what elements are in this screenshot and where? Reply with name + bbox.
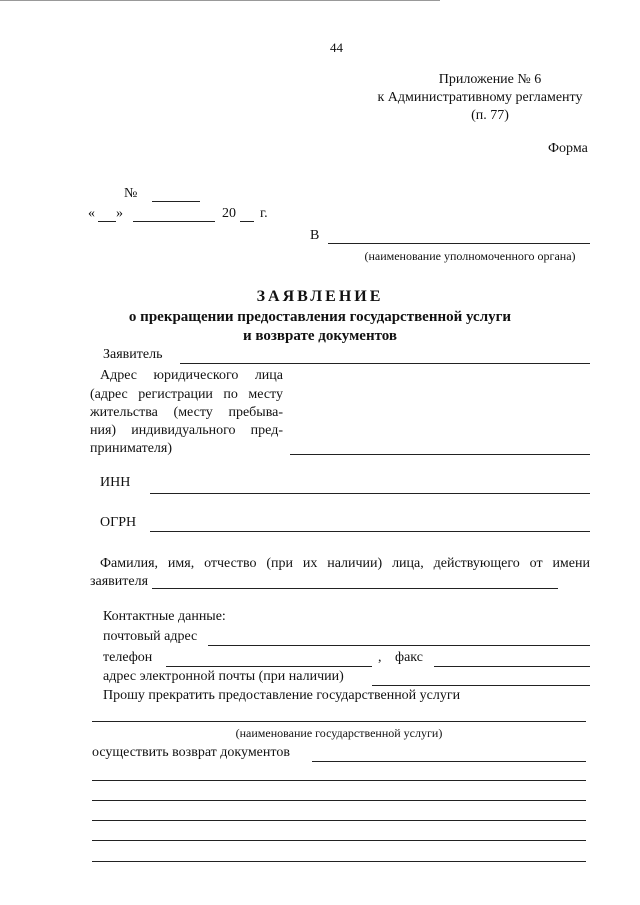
- document-subtitle-1: о прекращении предоставления государственной услуги: [128, 309, 512, 325]
- address-label-line3: жительства (месту пребыва-: [90, 405, 283, 420]
- extra-line-3[interactable]: [92, 820, 586, 821]
- applicant-field[interactable]: [180, 363, 590, 364]
- year-field[interactable]: [240, 221, 254, 222]
- inn-label: ИНН: [100, 475, 131, 490]
- extra-line-1[interactable]: [92, 780, 586, 781]
- applicant-label: Заявитель: [103, 347, 163, 362]
- form-label: Форма: [548, 141, 588, 156]
- document-subtitle-2: и возврате документов: [243, 328, 397, 344]
- appendix-line1: Приложение № 6: [438, 72, 542, 87]
- fio-label-line1: Фамилия, имя, отчество (при их наличии) лица, действующего от имени: [100, 556, 590, 571]
- to-label: В: [310, 228, 320, 243]
- contacts-label: Контактные данные:: [103, 609, 226, 624]
- page-number: 44: [330, 40, 343, 55]
- year-prefix: 20: [222, 206, 236, 221]
- address-label-line5: принимателя): [90, 441, 173, 456]
- return-docs-label: осуществить возврат документов: [92, 745, 290, 760]
- day-field[interactable]: [98, 221, 116, 222]
- fax-label: факс: [395, 650, 423, 665]
- extra-line-5[interactable]: [92, 861, 586, 862]
- address-label-line1: Адрес юридического лица: [100, 368, 283, 383]
- date-close-quote: »: [116, 206, 123, 221]
- fio-label-line2: заявителя: [90, 574, 149, 589]
- year-suffix: г.: [260, 206, 268, 221]
- authority-caption: (наименование уполномоченного органа): [364, 249, 576, 263]
- ogrn-field[interactable]: [150, 531, 590, 532]
- number-label: №: [124, 186, 138, 201]
- address-label-line4: ния) индивидуального пред-: [90, 423, 283, 438]
- inn-field[interactable]: [150, 493, 590, 494]
- email-field[interactable]: [372, 685, 590, 686]
- month-field[interactable]: [133, 221, 215, 222]
- phone-label: телефон: [103, 650, 153, 665]
- service-name-caption: (наименование государственной услуги): [235, 726, 443, 740]
- fax-field[interactable]: [434, 666, 590, 667]
- extra-line-2[interactable]: [92, 800, 586, 801]
- number-field[interactable]: [152, 201, 200, 202]
- postal-field[interactable]: [208, 645, 590, 646]
- date-open-quote: «: [88, 206, 95, 221]
- ogrn-label: ОГРН: [100, 515, 137, 530]
- address-label-line2: (адрес регистрации по месту: [90, 387, 283, 402]
- request-text: Прошу прекратить предоставление государственной услуги: [103, 688, 461, 703]
- return-docs-field[interactable]: [312, 761, 586, 762]
- appendix-line3: (п. 77): [471, 108, 509, 123]
- email-label: адрес электронной почты (при наличии): [103, 669, 344, 684]
- fio-field[interactable]: [152, 588, 558, 589]
- postal-label: почтовый адрес: [103, 629, 198, 644]
- address-field[interactable]: [290, 454, 590, 455]
- extra-line-4[interactable]: [92, 840, 586, 841]
- phone-field[interactable]: [166, 666, 372, 667]
- scan-edge: [0, 0, 440, 1]
- authority-field[interactable]: [328, 243, 590, 244]
- document-title: ЗАЯВЛЕНИЕ: [256, 288, 384, 305]
- service-name-field[interactable]: [92, 721, 586, 722]
- appendix-line2: к Административному регламенту: [377, 90, 583, 105]
- phone-comma: ,: [378, 650, 382, 665]
